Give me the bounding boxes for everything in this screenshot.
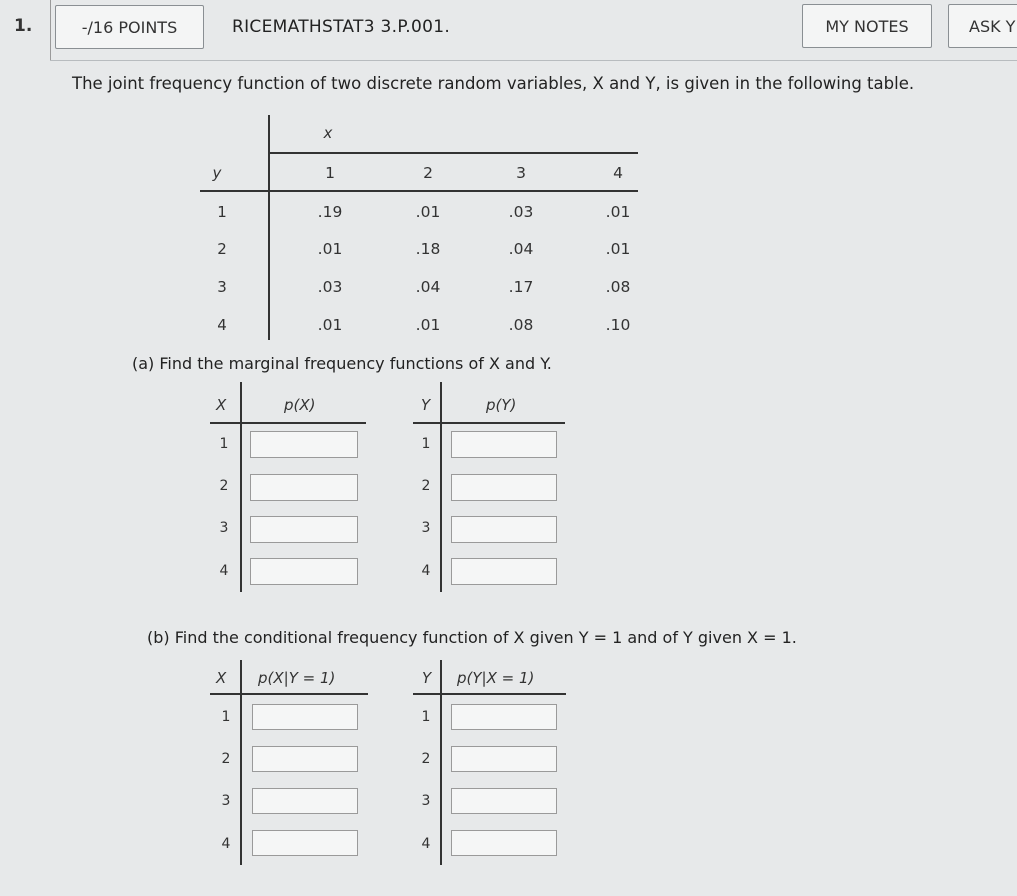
part-b-prompt: (b) Find the conditional frequency function of X given Y = 1 and of Y given X = 1.: [147, 628, 797, 647]
row-label: 2: [421, 478, 431, 494]
p-x-given-y1-3-input[interactable]: [252, 788, 358, 814]
table-vline: [440, 660, 442, 865]
table-cell: .03: [508, 203, 534, 221]
x-axis-label: x: [323, 124, 333, 142]
p-y-given-x1-3-input[interactable]: [451, 788, 557, 814]
x-value-4: 4: [613, 164, 623, 182]
table-cell: .08: [605, 278, 631, 296]
var-header: Y: [421, 396, 431, 414]
table-cell: .01: [605, 240, 631, 258]
row-label: 2: [219, 478, 229, 494]
row-label: 4: [221, 836, 231, 852]
table-cell: .01: [317, 240, 343, 258]
y-value-4: 4: [217, 316, 227, 334]
var-header: X: [216, 669, 227, 687]
table-cell: .19: [317, 203, 343, 221]
table-vline: [240, 382, 242, 592]
p-x-given-y1-4-input[interactable]: [252, 830, 358, 856]
p-x-given-y1-2-input[interactable]: [252, 746, 358, 772]
header-divider: [50, 60, 1017, 61]
row-label: 4: [421, 836, 431, 852]
p-y-3-input[interactable]: [451, 516, 557, 543]
row-label: 1: [221, 709, 231, 725]
points-badge: -/16 POINTS: [55, 5, 204, 49]
table-vline: [268, 115, 270, 340]
row-label: 4: [219, 563, 229, 579]
table-cell: .04: [415, 278, 441, 296]
question-number: 1.: [14, 16, 33, 36]
y-value-1: 1: [217, 203, 227, 221]
problem-id: RICEMATHSTAT3 3.P.001.: [232, 17, 451, 37]
table-hline: [413, 693, 566, 695]
ask-button[interactable]: ASK Y: [948, 4, 1017, 48]
table-hline: [413, 422, 565, 424]
x-value-3: 3: [516, 164, 526, 182]
row-label: 4: [421, 563, 431, 579]
divider: [50, 0, 51, 60]
y-value-2: 2: [217, 240, 227, 258]
row-label: 3: [219, 520, 229, 536]
p-y-given-x1-2-input[interactable]: [451, 746, 557, 772]
part-a-prompt: (a) Find the marginal frequency functions of X and Y.: [132, 354, 552, 373]
table-cell: .04: [508, 240, 534, 258]
table-cell: .01: [605, 203, 631, 221]
p-y-2-input[interactable]: [451, 474, 557, 501]
table-cell: .01: [415, 316, 441, 334]
table-cell: .03: [317, 278, 343, 296]
row-label: 3: [221, 793, 231, 809]
func-header: p(Y): [486, 396, 517, 414]
y-axis-label: y: [212, 164, 222, 182]
var-header: X: [216, 396, 227, 414]
table-cell: .01: [317, 316, 343, 334]
p-y-given-x1-1-input[interactable]: [451, 704, 557, 730]
p-x-2-input[interactable]: [250, 474, 358, 501]
table-cell: .01: [415, 203, 441, 221]
p-x-given-y1-1-input[interactable]: [252, 704, 358, 730]
table-cell: .17: [508, 278, 534, 296]
table-vline: [240, 660, 242, 865]
p-y-given-x1-4-input[interactable]: [451, 830, 557, 856]
question-prompt: The joint frequency function of two discrete random variables, X and Y, is given in the following table.: [72, 74, 915, 93]
row-label: 2: [421, 751, 431, 767]
table-hline-top: [268, 152, 638, 154]
row-label: 1: [421, 436, 431, 452]
var-header: Y: [422, 669, 432, 687]
x-value-2: 2: [423, 164, 433, 182]
func-header: p(X): [284, 396, 316, 414]
table-hline-header: [200, 190, 638, 192]
x-value-1: 1: [325, 164, 335, 182]
my-notes-button[interactable]: MY NOTES: [802, 4, 932, 48]
p-x-1-input[interactable]: [250, 431, 358, 458]
p-x-4-input[interactable]: [250, 558, 358, 585]
row-label: 3: [421, 793, 431, 809]
table-cell: .08: [508, 316, 534, 334]
table-vline: [440, 382, 442, 592]
row-label: 3: [421, 520, 431, 536]
p-y-1-input[interactable]: [451, 431, 557, 458]
func-header: p(Y|X = 1): [457, 669, 535, 687]
row-label: 1: [219, 436, 229, 452]
table-hline: [210, 693, 368, 695]
table-hline: [210, 422, 366, 424]
table-cell: .18: [415, 240, 441, 258]
y-value-3: 3: [217, 278, 227, 296]
row-label: 1: [421, 709, 431, 725]
p-x-3-input[interactable]: [250, 516, 358, 543]
table-cell: .10: [605, 316, 631, 334]
row-label: 2: [221, 751, 231, 767]
func-header: p(X|Y = 1): [258, 669, 336, 687]
p-y-4-input[interactable]: [451, 558, 557, 585]
